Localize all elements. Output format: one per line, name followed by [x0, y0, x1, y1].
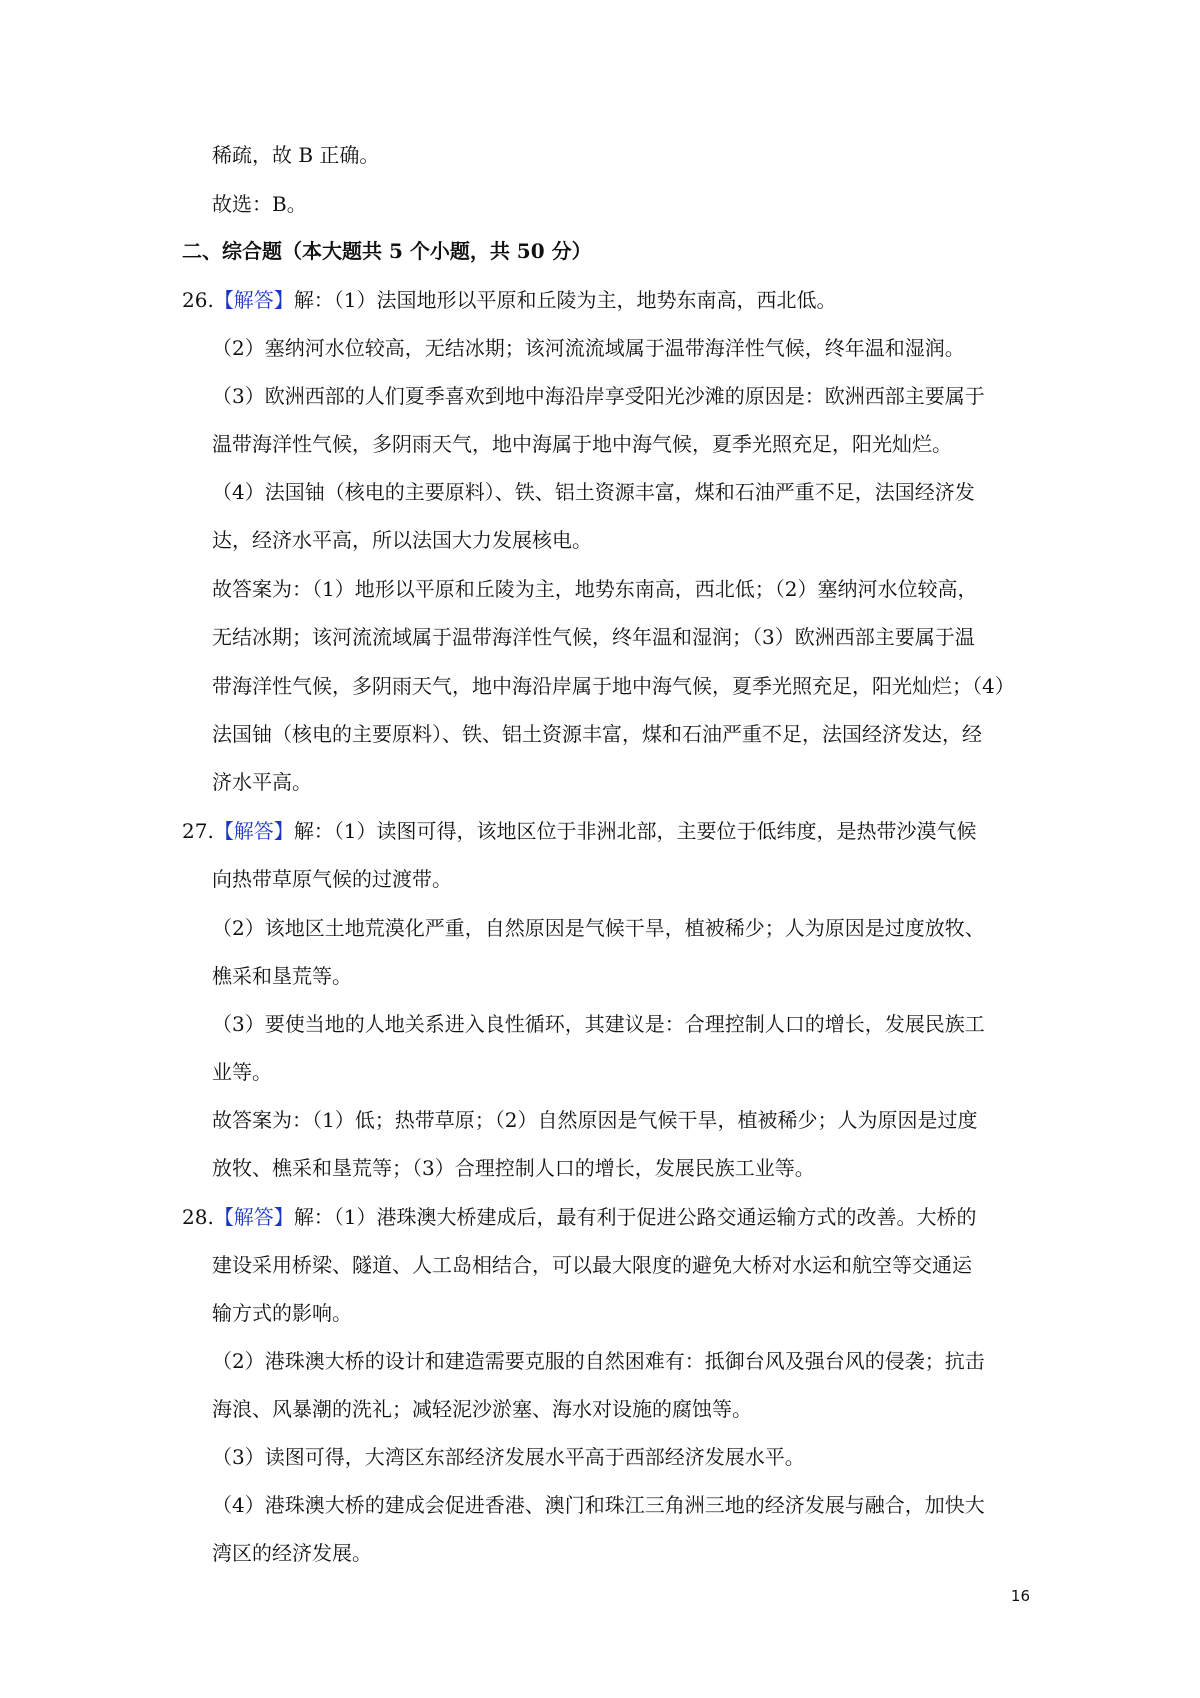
text-line: 故选：B。 — [212, 192, 307, 216]
text-line: 湾区的经济发展。 — [212, 1541, 372, 1565]
text-line: （4）法国铀（核电的主要原料）、铁、铝土资源丰富，煤和石油严重不足，法国经济发 — [212, 480, 975, 504]
answer-tag: 【解答】 — [213, 819, 294, 843]
text-line: （3）要使当地的人地关系进入良性循环，其建议是：合理控制人口的增长，发展民族工 — [212, 1012, 985, 1036]
text-line: 稀疏，故 B 正确。 — [212, 143, 380, 167]
text-line: （2）该地区土地荒漠化严重，自然原因是气候干旱，植被稀少；人为原因是过度放牧、 — [212, 916, 985, 940]
answer-tag: 【解答】 — [213, 288, 294, 312]
text-line: 带海洋性气候，多阴雨天气，地中海沿岸属于地中海气候，夏季光照充足，阳光灿烂；（4） — [212, 674, 1015, 698]
text-line: 放牧、樵采和垦荒等；（3）合理控制人口的增长，发展民族工业等。 — [212, 1156, 815, 1180]
line-text: 解：（1）法国地形以平原和丘陵为主，地势东南高，西北低。 — [293, 288, 837, 312]
page-number: 16 — [1010, 1587, 1030, 1605]
text-line: 温带海洋性气候，多阴雨天气，地中海属于地中海气候，夏季光照充足，阳光灿烂。 — [212, 432, 952, 456]
text-line: 海浪、风暴潮的洗礼；减轻泥沙淤塞、海水对设施的腐蚀等。 — [212, 1397, 752, 1421]
text-line: 济水平高。 — [212, 770, 312, 794]
text-line: 樵采和垦荒等。 — [212, 964, 352, 988]
question-28-line — [182, 1203, 977, 1231]
text-line: 向热带草原气候的过渡带。 — [212, 867, 452, 891]
question-number: 27. — [182, 819, 214, 843]
text-line: 建设采用桥梁、隧道、人工岛相结合，可以最大限度的避免大桥对水运和航空等交通运 — [212, 1253, 972, 1277]
question-26-line — [182, 286, 837, 314]
text-line: 业等。 — [212, 1060, 272, 1084]
question-number: 28. — [182, 1205, 214, 1229]
text-line: （3）欧洲西部的人们夏季喜欢到地中海沿岸享受阳光沙滩的原因是：欧洲西部主要属于 — [212, 384, 985, 408]
line-text: 解：（1）读图可得，该地区位于非洲北部，主要位于低纬度，是热带沙漠气候 — [293, 819, 977, 843]
question-27-line — [182, 817, 977, 845]
text-line: （4）港珠澳大桥的建成会促进香港、澳门和珠江三角洲三地的经济发展与融合，加快大 — [212, 1493, 985, 1517]
answer-tag: 【解答】 — [213, 1205, 294, 1229]
text-line: 故答案为：（1）低；热带草原；（2）自然原因是气候干旱，植被稀少；人为原因是过度 — [212, 1108, 978, 1132]
section-heading: 二、综合题（本大题共 5 个小题，共 50 分） — [182, 239, 592, 263]
text-line: 输方式的影响。 — [212, 1301, 352, 1325]
text-line: 达，经济水平高，所以法国大力发展核电。 — [212, 528, 592, 552]
question-number: 26. — [182, 288, 214, 312]
text-line: 故答案为：（1）地形以平原和丘陵为主，地势东南高，西北低；（2）塞纳河水位较高， — [212, 577, 978, 601]
text-line: （2）港珠澳大桥的设计和建造需要克服的自然困难有：抵御台风及强台风的侵袭；抗击 — [212, 1349, 985, 1373]
text-line: 无结冰期；该河流流域属于温带海洋性气候，终年温和湿润；（3）欧洲西部主要属于温 — [212, 625, 975, 649]
line-text: 解：（1）港珠澳大桥建成后，最有利于促进公路交通运输方式的改善。大桥的 — [293, 1205, 977, 1229]
text-line: （2）塞纳河水位较高，无结冰期；该河流流域属于温带海洋性气候，终年温和湿润。 — [212, 336, 965, 360]
text-line: （3）读图可得，大湾区东部经济发展水平高于西部经济发展水平。 — [212, 1445, 805, 1469]
text-line: 法国铀（核电的主要原料）、铁、铝土资源丰富，煤和石油严重不足，法国经济发达，经 — [212, 722, 982, 746]
